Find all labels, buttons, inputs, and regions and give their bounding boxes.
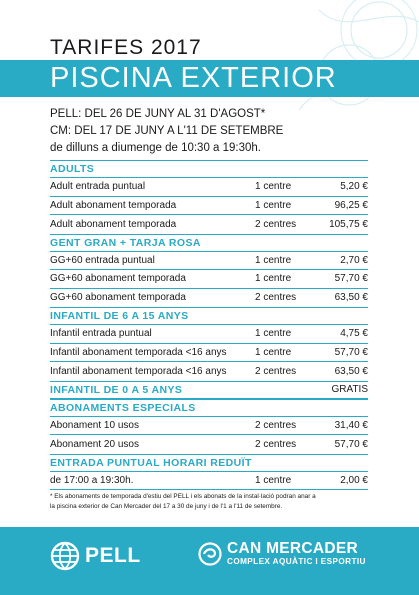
- row-price: 2,00 €: [340, 474, 368, 486]
- row-name: Abonament 20 usos: [50, 438, 139, 450]
- row-price: 96,25 €: [334, 199, 368, 211]
- row-name: Adult abonament temporada: [50, 218, 177, 230]
- table-row: [50, 325, 368, 344]
- row-qty: 1 centre: [255, 254, 292, 266]
- row-price: 4,75 €: [340, 328, 368, 340]
- row-price: 63,50 €: [334, 292, 368, 304]
- row-price: 57,70 €: [334, 273, 368, 285]
- row-price: 5,20 €: [340, 181, 368, 193]
- row-price: 2,70 €: [340, 254, 368, 266]
- section-title-reduced-hours: ENTRADA PUNTUAL HORARI REDUÏT: [50, 454, 368, 472]
- row-price: 57,70 €: [334, 438, 368, 450]
- row-name: Abonament 10 usos: [50, 419, 139, 431]
- can-mercader-subtitle: COMPLEX AQUÀTIC I ESPORTIU: [227, 557, 366, 566]
- footnote-line: la piscina exterior de Can Mercader del 17 a 30 de juny i de l'1 a l'11 de setembre.: [50, 503, 283, 510]
- row-name: Adult entrada puntual: [50, 181, 146, 193]
- footnote: [50, 492, 380, 512]
- row-price: 63,50 €: [334, 365, 368, 377]
- row-name: Adult abonament temporada: [50, 199, 177, 211]
- table-row: [50, 178, 368, 197]
- table-row: [50, 252, 368, 271]
- row-price: 31,40 €: [334, 419, 368, 431]
- table-row: [50, 417, 368, 436]
- row-qty: 2 centres: [255, 419, 297, 431]
- table-row: [50, 215, 368, 234]
- row-name: GG+60 entrada puntual: [50, 254, 155, 266]
- row-qty: 2 centres: [255, 365, 297, 377]
- row-qty: 2 centres: [255, 218, 297, 230]
- banner-title: PISCINA EXTERIOR: [50, 62, 337, 94]
- pell-logo: [50, 541, 141, 571]
- free-label: GRATIS: [331, 383, 368, 395]
- row-qty: 1 centre: [255, 273, 292, 285]
- row-qty: 1 centre: [255, 181, 292, 193]
- row-qty: 1 centre: [255, 199, 292, 211]
- row-name: GG+60 abonament temporada: [50, 292, 186, 304]
- row-name: GG+60 abonament temporada: [50, 273, 186, 285]
- table-row: [50, 472, 368, 491]
- row-qty: 2 centres: [255, 292, 297, 304]
- section-title-text: INFANTIL DE 0 A 5 ANYS: [50, 383, 183, 396]
- table-row: [50, 362, 368, 381]
- row-qty: 2 centres: [255, 438, 297, 450]
- row-qty: 1 centre: [255, 474, 292, 486]
- title-banner: [0, 60, 419, 97]
- year-title: TARIFES 2017: [50, 36, 202, 59]
- intro-line-pell: PELL: DEL 26 DE JUNY AL 31 D'AGOST*: [50, 108, 266, 120]
- table-row: [50, 289, 368, 308]
- pell-logo-text: PELL: [85, 544, 141, 567]
- table-row: [50, 435, 368, 454]
- footer-logo-bar: [0, 527, 419, 595]
- row-price: 57,70 €: [334, 346, 368, 358]
- row-name: Infantil abonament temporada <16 anys: [50, 365, 227, 377]
- section-title-children-6-15: INFANTIL DE 6 A 15 ANYS: [50, 307, 368, 325]
- section-title-seniors: GENT GRAN + TARJA ROSA: [50, 234, 368, 252]
- can-mercader-swirl-icon: [198, 542, 222, 566]
- section-title-adults: ADULTS: [50, 160, 368, 178]
- footnote-line: * Els abonaments de temporada d'estiu del PELL i els abonats de la instal·lació podran anar a: [50, 493, 316, 500]
- table-row: [50, 270, 368, 289]
- pell-globe-icon: [50, 541, 80, 571]
- row-name: Infantil entrada puntual: [50, 328, 152, 340]
- row-name: de 17:00 a 19:30h.: [50, 474, 134, 486]
- row-price: 105,75 €: [329, 218, 368, 230]
- section-title-special-passes: ABONAMENTS ESPECIALS: [50, 399, 368, 417]
- can-mercader-logo-text: [227, 541, 366, 567]
- intro-line-hours: de dilluns a diumenge de 10:30 a 19:30h.: [50, 142, 261, 154]
- intro-line-cm: CM: DEL 17 DE JUNY A L'11 DE SETEMBRE: [50, 125, 284, 137]
- opening-info: [50, 106, 283, 157]
- section-title-children-0-5: [50, 381, 368, 399]
- row-name: Infantil abonament temporada <16 anys: [50, 346, 227, 358]
- price-tables: [50, 160, 368, 490]
- can-mercader-name: CAN MERCADER: [227, 540, 359, 557]
- row-qty: 1 centre: [255, 328, 292, 340]
- table-row: [50, 197, 368, 216]
- can-mercader-logo: [198, 541, 366, 567]
- row-qty: 1 centre: [255, 346, 292, 358]
- table-row: [50, 344, 368, 363]
